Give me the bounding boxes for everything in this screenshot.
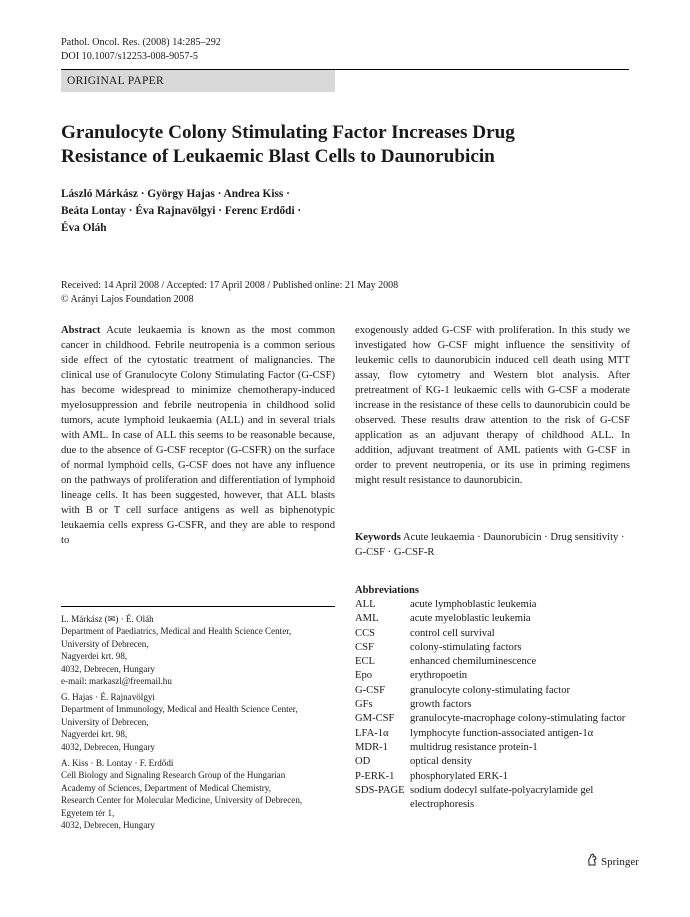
abstract-right-column (355, 323, 630, 488)
abbreviation-row (355, 755, 630, 769)
affiliation-line: L. Márkász (✉) · É. Oláh (61, 614, 154, 624)
abbreviation-row (355, 784, 630, 813)
abbreviation-term: AML (355, 613, 379, 625)
affiliation-line: Nagyerdei krt. 98, (61, 729, 128, 740)
abbreviation-term: OD (355, 756, 371, 768)
abbreviation-row (355, 770, 630, 784)
affiliation-line: Department of Paediatrics, Medical and Health Science Center, (61, 626, 292, 637)
abbreviation-row (355, 627, 630, 641)
affiliation-line: Egyetem tér 1, (61, 807, 115, 818)
publisher-name: Springer (601, 855, 639, 868)
affiliation-line: 4032, Debrecen, Hungary (61, 741, 155, 752)
affiliation-line: G. Hajas · É. Rajnavölgyi (61, 692, 155, 702)
abbreviation-row (355, 741, 630, 755)
journal-citation (61, 36, 221, 64)
abbreviation-row (355, 641, 630, 655)
affiliation-block (61, 757, 335, 831)
abbreviations-list (355, 598, 630, 812)
abbreviation-term: CCS (355, 627, 376, 639)
abbreviation-definition: growth factors (410, 699, 472, 711)
author-line: László Márkász · György Hajas · Andrea Kiss · (61, 188, 290, 200)
journal-line: Pathol. Oncol. Res. (2008) 14:285–292 (61, 37, 221, 48)
abbreviation-definition: granulocyte colony-stimulating factor (410, 684, 571, 696)
affiliation-line: Academy of Sciences, Department of Medical Chemistry, (61, 782, 272, 793)
abbreviation-definition: granulocyte-macrophage colony-stimulating factor (410, 713, 626, 725)
abbreviation-row (355, 669, 630, 683)
paper-title (61, 121, 621, 169)
author-line: Beáta Lontay · Éva Rajnavölgyi · Ferenc Erdődi · (61, 205, 302, 217)
affiliation-block (61, 691, 335, 753)
abbreviation-term: ECL (355, 656, 376, 668)
article-type-badge: ORIGINAL PAPER (61, 70, 335, 92)
abbreviation-term: SDS-PAGE (355, 784, 405, 796)
abbreviation-definition: multidrug resistance protein-1 (410, 741, 538, 753)
publisher-logo (587, 853, 639, 870)
affiliation-line: Nagyerdei krt. 98, (61, 651, 128, 662)
affiliation-line: University of Debrecen, (61, 716, 149, 727)
abbreviation-term: MDR-1 (355, 741, 388, 753)
title-line: Resistance of Leukaemic Blast Cells to Daunorubicin (61, 146, 495, 167)
affiliation-line: University of Debrecen, (61, 638, 149, 649)
abbreviation-definition: control cell survival (410, 627, 495, 639)
affiliation-line: 4032, Debrecen, Hungary (61, 820, 155, 831)
publication-dates (61, 279, 621, 306)
copyright-line: © Arányi Lajos Foundation 2008 (61, 293, 194, 305)
abbreviation-definition: erythropoetin (410, 670, 468, 682)
abbreviation-row (355, 684, 630, 698)
dates-line: Received: 14 April 2008 / Accepted: 17 April 2008 / Published online: 21 May 2008 (61, 280, 399, 291)
abbreviation-definition: optical density (410, 756, 473, 768)
keywords-label: Keywords (355, 532, 401, 543)
affiliation-line: Department of Immunology, Medical and Health Science Center, (61, 704, 298, 715)
affiliation-line: e-mail: markaszl@freemail.hu (61, 676, 172, 687)
keywords (355, 530, 630, 560)
abbreviation-term: GFs (355, 699, 373, 711)
abstract-label: Abstract (61, 325, 101, 336)
abbreviation-term: G-CSF (355, 684, 386, 696)
abbreviation-term: GM-CSF (355, 713, 395, 725)
abbreviation-row (355, 655, 630, 669)
abbreviation-term: Epo (355, 670, 373, 682)
abbreviation-definition: sodium dodecyl sulfate-polyacrylamide gel electrophoresis (410, 784, 594, 811)
abbreviation-definition: acute lymphoblastic leukemia (410, 599, 537, 610)
abbreviation-row (355, 727, 630, 741)
abbreviation-term: CSF (355, 641, 374, 653)
keywords-text: Acute leukaemia · Daunorubicin · Drug sensitivity · G-CSF · G-CSF-R (355, 532, 625, 558)
abbreviation-definition: acute myeloblastic leukemia (410, 613, 531, 625)
abstract-left-column (61, 323, 335, 548)
abbreviation-term: ALL (355, 599, 376, 610)
author-line: Éva Oláh (61, 222, 107, 234)
abbreviation-row (355, 598, 630, 612)
abbreviation-definition: enhanced chemiluminescence (410, 656, 537, 668)
affiliation-block (61, 613, 335, 687)
affiliation-line: Cell Biology and Signaling Research Group of the Hungarian (61, 770, 286, 781)
abstract-text-left: Acute leukaemia is known as the most common cancer in childhood. Febrile neutropenia is a common serious side effect of the cytostatic treatment of malignancies. The clinical use of Granulocyte Colony Stimulating Factor (G-CSF) has become widespread to minimize chemotherapy-induced myelosuppression and febrile neutropenia in childhood solid tumors, acute lymphoid leukaemia (ALL) and in several trials with AML. In case of ALL this seems to be reasonable because, due to the absence of G-CSF receptor (G-CSFR) on the surface of normal lymphoid cells, G-CSF does not have any influence on the pathways of proliferation and differentiation of lymphoid lineage cells. It has been suggested, however, that ALL blasts with B or T cell surface antigens as well as biphenotypic leukaemia cells express G-CSFR, and they are able to respond to (61, 325, 335, 546)
doi-line: DOI 10.1007/s12253-008-9057-5 (61, 51, 198, 62)
affiliations-rule (61, 606, 335, 607)
affiliation-line: 4032, Debrecen, Hungary (61, 663, 155, 674)
title-line: Granulocyte Colony Stimulating Factor Increases Drug (61, 122, 515, 143)
abbreviation-term: LFA-1α (355, 727, 389, 739)
affiliation-line: A. Kiss · B. Lontay · F. Erdődi (61, 758, 174, 768)
abbreviation-definition: lymphocyte function-associated antigen-1α (410, 727, 594, 739)
author-list (61, 186, 621, 237)
abbreviation-row (355, 698, 630, 712)
affiliation-line: Research Center for Molecular Medicine, University of Debrecen, (61, 795, 303, 806)
abbreviation-definition: colony-stimulating factors (410, 641, 522, 653)
abbreviation-term: P-ERK-1 (355, 770, 395, 782)
abstract-text-right: exogenously added G-CSF with proliferation. In this study we investigated how G-CSF might influence the sensitivity of leukemic cells to daunorubicin induced cell death using MTT assay, flow cytometry and Western blot analysis. After pretreatment of KG-1 leukaemic cells with G-CSF a moderate increase in the resistance of these cells to daunorubicin could be observed. These results draw attention to the risk of G-CSF application as an adjuvant therapy of childhood ALL. In addition, adjuvant treatment of AML patients with G-CSF in order to prevent neutropenia, or its use in priming regimens might result resistance to daunorubicin. (355, 325, 630, 486)
abbreviation-row (355, 612, 630, 626)
abbreviations-title: Abbreviations (355, 585, 419, 596)
abbreviation-definition: phosphorylated ERK-1 (410, 770, 508, 782)
abbreviation-row (355, 712, 630, 726)
springer-knight-icon (587, 853, 598, 870)
